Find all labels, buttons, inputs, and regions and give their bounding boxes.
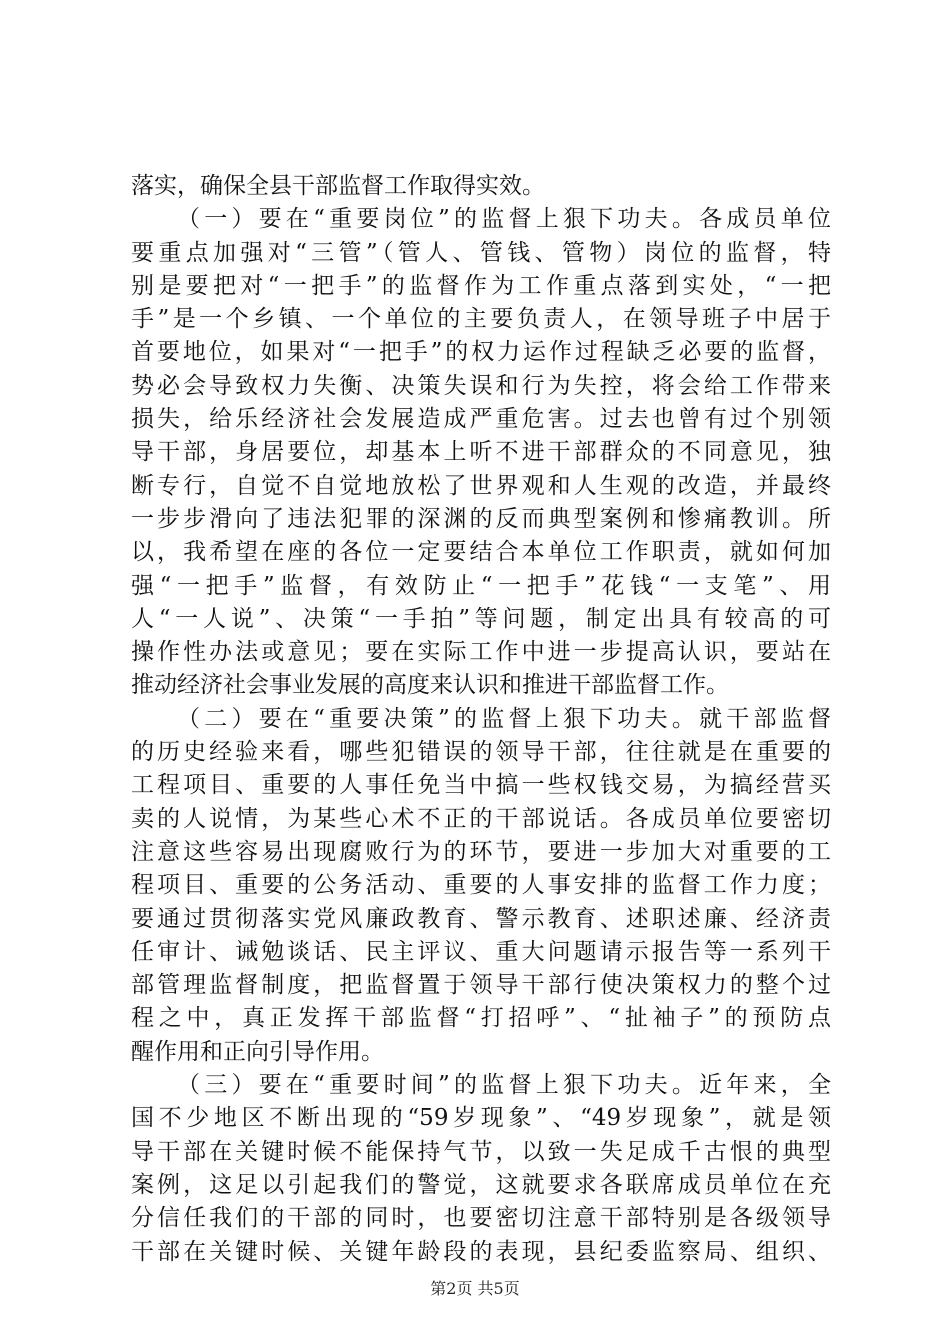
text-line: 势必会导致权力失衡、决策失误和行为失控，将会给工作带来 (131, 372, 831, 399)
text-line: 落实，确保全县干部监督工作取得实效。 (131, 173, 545, 199)
text-line: 案例，这足以引起我们的警觉，这就要求各联席成员单位在充 (131, 1171, 831, 1198)
text-line: 的历史经验来看，哪些犯错误的领导干部，往往就是在重要的 (131, 739, 831, 766)
text-line: 一步步滑向了违法犯罪的深渊的反而典型案例和惨痛教训。所 (131, 505, 831, 532)
text-line: 首要地位，如果对“一把手”的权力运作过程缺乏必要的监督， (131, 339, 831, 366)
text-line: 注意这些容易出现腐败行为的环节，要进一步加大对重要的工 (131, 838, 831, 865)
text-line: 要重点加强对“三管”（管人、管钱、管物）岗位的监督，特 (131, 239, 831, 266)
text-line: （三）要在“重要时间”的监督上狠下功夫。近年来，全 (177, 1072, 831, 1099)
text-line: 干部在关键时候、关键年龄段的表现，县纪委监察局、组织、 (131, 1238, 831, 1265)
text-line: 导干部，身居要位，却基本上听不进干部群众的不同意见，独 (131, 439, 831, 466)
page-footer: 第2页 共5页 (430, 1279, 520, 1298)
text-line: 损失，给乐经济社会发展造成严重危害。过去也曾有过个别领 (131, 406, 831, 433)
text-line: 手”是一个乡镇、一个单位的主要负责人，在领导班子中居于 (131, 306, 831, 333)
text-line: 以，我希望在座的各位一定要结合本单位工作职责，就如何加 (131, 539, 831, 566)
text-line: 国不少地区不断出现的“59岁现象”、“49岁现象”，就是领 (131, 1105, 831, 1132)
text-line: （二）要在“重要决策”的监督上狠下功夫。就干部监督 (177, 705, 831, 732)
text-line: 别是要把对“一把手”的监督作为工作重点落到实处，“一把 (131, 272, 831, 299)
text-line: 要通过贯彻落实党风廉政教育、警示教育、述职述廉、经济责 (131, 905, 831, 932)
text-line: 程之中，真正发挥干部监督“打招呼”、“扯袖子”的预防点 (131, 1005, 831, 1032)
text-line: 人“一人说”、决策“一手拍”等问题，制定出具有较高的可 (131, 605, 831, 632)
text-line: 程项目、重要的公务活动、重要的人事安排的监督工作力度； (131, 872, 831, 899)
text-line: 导干部在关键时候不能保持气节，以致一失足成千古恨的典型 (131, 1138, 831, 1165)
text-line: 任审计、诫勉谈话、民主评议、重大问题请示报告等一系列干 (131, 938, 831, 965)
text-line: 工程项目、重要的人事任免当中搞一些权钱交易，为搞经营买 (131, 772, 831, 799)
text-line: 部管理监督制度，把监督置于领导干部行使决策权力的整个过 (131, 972, 831, 999)
document-body (131, 170, 831, 1269)
text-line: 分信任我们的干部的同时，也要密切注意干部特别是各级领导 (131, 1205, 831, 1232)
text-line: 断专行，自觉不自觉地放松了世界观和人生观的改造，并最终 (131, 472, 831, 499)
text-line: 强“一把手”监督，有效防止“一把手”花钱“一支笔”、用 (131, 572, 831, 599)
text-line: 操作性办法或意见；要在实际工作中进一步提高认识，要站在 (131, 639, 831, 666)
text-line: （一）要在“重要岗位”的监督上狠下功夫。各成员单位 (177, 206, 831, 233)
text-line: 卖的人说情，为某些心术不正的干部说话。各成员单位要密切 (131, 805, 831, 832)
text-line: 推动经济社会事业发展的高度来认识和推进干部监督工作。 (131, 672, 729, 699)
text-line: 醒作用和正向引导作用。 (131, 1038, 384, 1065)
